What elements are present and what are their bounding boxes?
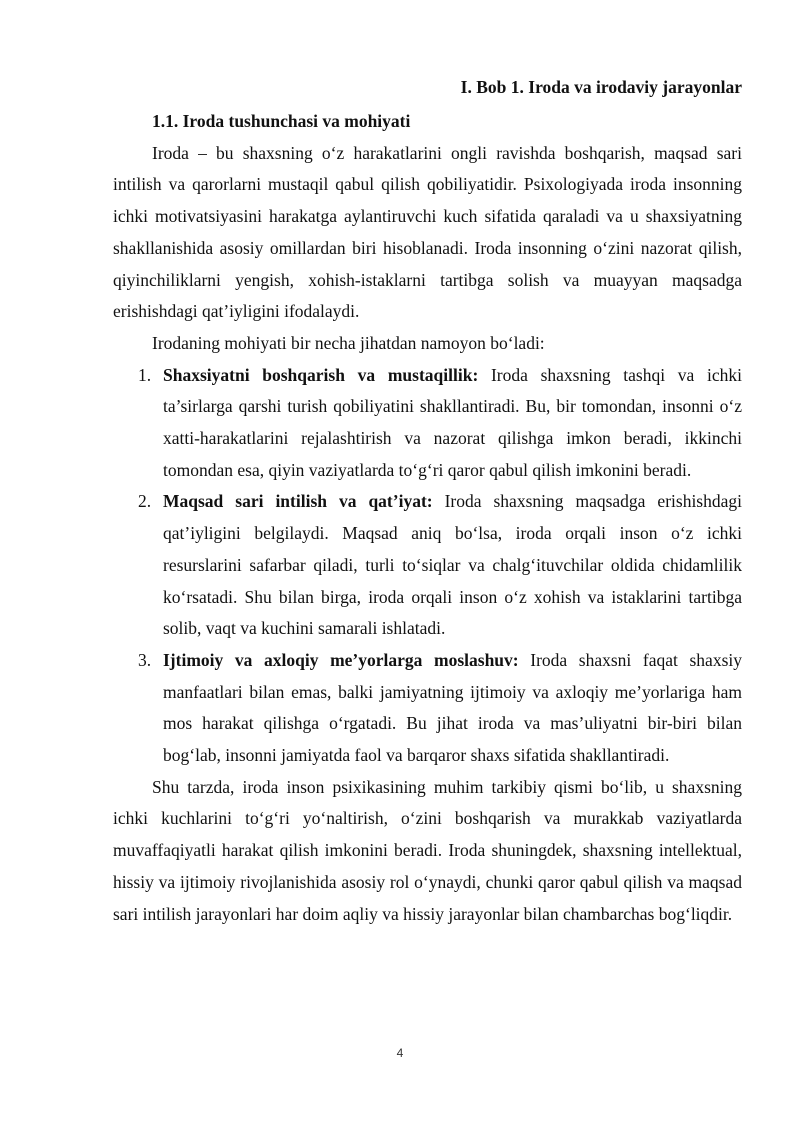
list-intro: Irodaning mohiyati bir necha jihatdan namoyon bo‘ladi: bbox=[152, 332, 545, 353]
list-item-lead: Shaxsiyatni boshqarish va mustaqillik: bbox=[163, 364, 479, 385]
intro-paragraph: Iroda – bu shaxsning o‘z harakatlarini ongli ravishda boshqarish, maqsad sari intilish va qarorlarni mustaqil qabul qilish qobiliyatidir. Psixologiyada iroda insonning ichki motivatsiyasini harakatga aylantiruvchi kuch sifatida qaraladi va u shaxsiyatning shakllanishida asosiy omillardan biri hisoblanadi. Iroda insonning o‘zini nazorat qilish, qiyinchiliklarni yengish, xohish-istaklarni tartibga solish va muayyan maqsadga erishishdagi qat’iyligini ifodalaydi. bbox=[113, 142, 742, 322]
page-number: 4 bbox=[396, 1046, 404, 1060]
list-item-text: Iroda shaxsning tashqi va ichki ta’sirlarga qarshi turish qobiliyatini shakllantiradi. Bu, bir tomondan, insonni o‘z xatti-harakatlarini rejalashtirish va nazorat qilishga imkon beradi, ikkinchi tomondan esa, qiyin vaziyatlarda to‘g‘ri qaror qabul qilish imkonini beradi. bbox=[163, 364, 743, 480]
list-item-number: 3. bbox=[138, 649, 152, 670]
list-item bbox=[113, 360, 742, 487]
list-item-text: Iroda shaxsni faqat shaxsiy manfaatlari bilan emas, balki jamiyatning ijtimoiy va axloqiy me’yorlariga ham mos harakat qilishga o‘rgatadi. Bu jihat iroda va mas’uliyatni bir-biri bilan bog‘lab, insonni jamiyatda faol va barqaror shaxs sifatida shakllantiradi. bbox=[163, 649, 742, 766]
list-item bbox=[113, 486, 742, 645]
list-item-lead: Ijtimoiy va axloqiy me’yorlarga moslashuv: bbox=[163, 649, 519, 670]
list-item-number: 1. bbox=[138, 364, 152, 385]
list-item-text: Iroda shaxsning maqsadga erishishdagi qat’iyligini belgilaydi. Maqsad aniq bo‘lsa, iroda orqali inson o‘z ichki resurslarini safarbar qiladi, turli to‘siqlar va chalg‘ituvchilar oldida chidamlilik ko‘rsatadi. Shu bilan birga, iroda orqali inson o‘z xohish va istaklarini tartibga solib, vaqt va kuchini samarali ishlatadi. bbox=[163, 491, 742, 639]
aspects-list bbox=[113, 360, 742, 772]
chapter-title: I. Bob 1. Iroda va irodaviy jarayonlar bbox=[460, 77, 742, 97]
section-title: 1.1. Iroda tushunchasi va mohiyati bbox=[152, 111, 411, 131]
list-item-lead: Maqsad sari intilish va qat’iyat: bbox=[163, 491, 433, 512]
list-item-number: 2. bbox=[138, 491, 152, 512]
text-body bbox=[113, 106, 742, 930]
list-item bbox=[113, 645, 742, 772]
conclusion-paragraph: Shu tarzda, iroda inson psixikasining muhim tarkibiy qismi bo‘lib, u shaxsning ichki kuchlarini to‘g‘ri yo‘naltirish, o‘zini boshqarish va murakkab vaziyatlarda muvaffaqiyatli harakat qilish imkonini beradi. Iroda shuningdek, shaxsning intellektual, hissiy va ijtimoiy rivojlanishida asosiy rol o‘ynaydi, chunki qaror qabul qilish va maqsad sari intilish jarayonlari har doim aqliy va hissiy jarayonlar bilan chambarchas bog‘liqdir. bbox=[113, 776, 742, 924]
